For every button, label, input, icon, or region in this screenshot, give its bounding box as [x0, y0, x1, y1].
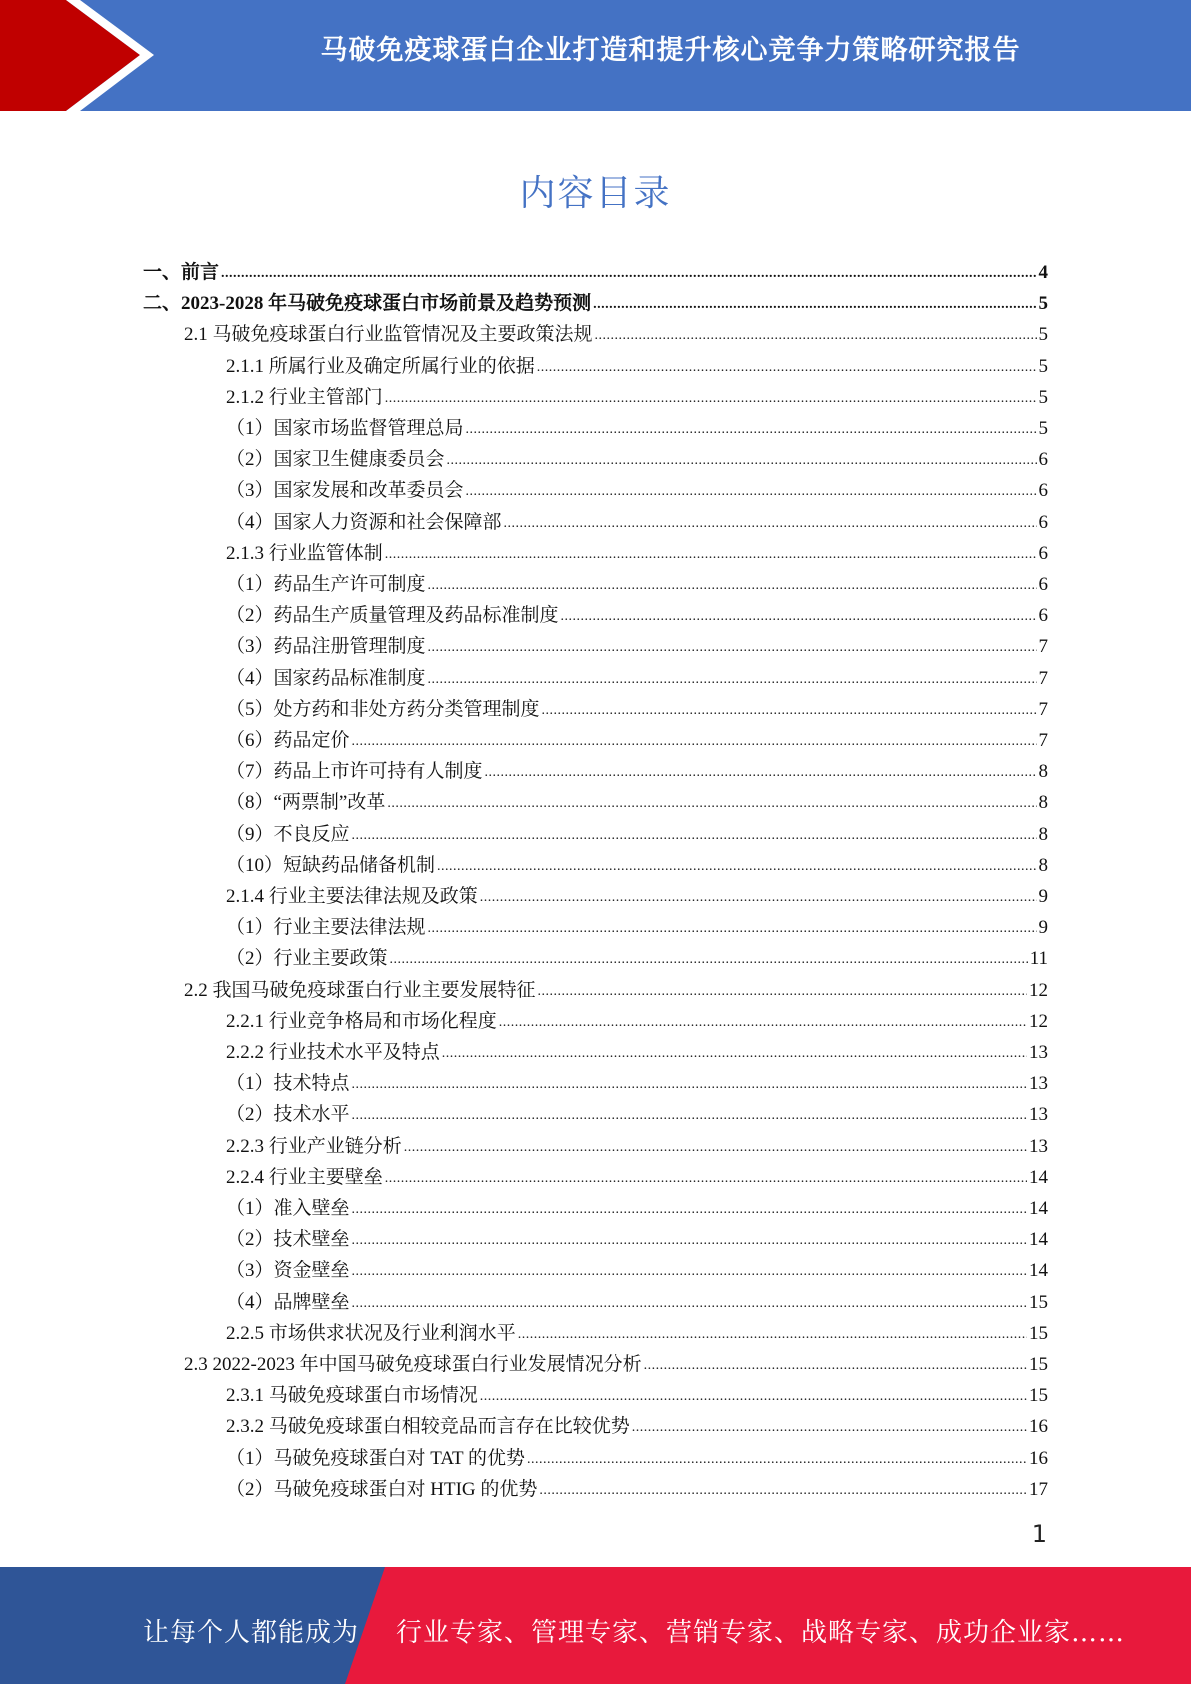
- toc-entry[interactable]: [226, 721, 1048, 752]
- toc-leader-dots: [537, 358, 1037, 378]
- toc-leader-dots: [428, 638, 1037, 658]
- page-footer: [0, 1567, 1191, 1684]
- toc-leader-dots: [499, 1013, 1027, 1033]
- toc-entry-label: 2.2 我国马破免疫球蛋白行业主要发展特征: [184, 979, 536, 1001]
- toc-entry-page: 5: [1038, 293, 1048, 315]
- toc-leader-dots: [428, 576, 1037, 596]
- toc-entry-page: 8: [1038, 823, 1048, 845]
- toc-entry-label: （2）技术水平: [226, 1104, 350, 1126]
- toc-entry[interactable]: [226, 1095, 1048, 1126]
- toc-entry-label: （1）准入壁垒: [226, 1198, 350, 1219]
- toc-entry-label: （5）处方药和非处方药分类管理制度: [226, 698, 540, 720]
- toc-leader-dots: [518, 1325, 1027, 1345]
- toc-entry-label: （1）行业主要法律法规: [226, 917, 426, 939]
- toc-entry-page: 17: [1029, 1478, 1048, 1500]
- toc-leader-dots: [437, 857, 1036, 877]
- toc-entry-page: 15: [1029, 1354, 1048, 1375]
- toc-leader-dots: [385, 1169, 1027, 1189]
- toc-leader-dots: [644, 1356, 1027, 1376]
- toc-leader-dots: [539, 1481, 1027, 1501]
- toc-entry[interactable]: [184, 315, 1048, 346]
- toc-entry[interactable]: [226, 534, 1048, 565]
- toc-entry[interactable]: [226, 596, 1048, 627]
- toc-leader-dots: [352, 1106, 1027, 1126]
- toc-entry-page: 5: [1038, 418, 1048, 439]
- header-title: 马破免疫球蛋白企业打造和提升核心竞争力策略研究报告: [320, 35, 1021, 66]
- toc-entry[interactable]: [226, 471, 1048, 502]
- toc-leader-dots: [527, 1450, 1027, 1470]
- toc-entry-page: 13: [1029, 1073, 1048, 1095]
- toc-leader-dots: [480, 888, 1037, 908]
- toc-leader-dots: [352, 1231, 1027, 1251]
- toc-entry[interactable]: [184, 1345, 1048, 1376]
- toc-entry-page: 16: [1029, 1416, 1048, 1438]
- toc-leader-dots: [504, 514, 1037, 534]
- toc-entry[interactable]: [226, 846, 1048, 877]
- toc-leader-dots: [352, 732, 1037, 752]
- toc-entry-label: 2.2.1 行业竞争格局和市场化程度: [226, 1010, 497, 1032]
- toc-entry-page: 7: [1038, 730, 1048, 751]
- toc-entry[interactable]: [226, 1064, 1048, 1095]
- toc-leader-dots: [352, 1262, 1027, 1282]
- toc-entry-label: （1）药品生产许可制度: [226, 574, 426, 595]
- toc-entry-page: 6: [1038, 480, 1048, 502]
- toc-entry-label: （10）短缺药品储备机制: [226, 854, 436, 876]
- toc-leader-dots: [352, 826, 1037, 846]
- toc-entry[interactable]: [226, 939, 1048, 970]
- toc-entry-page: 5: [1038, 386, 1048, 408]
- toc-entry[interactable]: [226, 1314, 1048, 1345]
- toc-leader-dots: [390, 950, 1028, 970]
- toc-entry[interactable]: [226, 877, 1048, 908]
- toc-entry-page: 13: [1029, 1104, 1048, 1126]
- toc-leader-dots: [480, 1387, 1027, 1407]
- toc-entry[interactable]: [226, 1470, 1048, 1501]
- toc-entry-page: 14: [1029, 1198, 1048, 1219]
- toc-entry[interactable]: [226, 1127, 1048, 1158]
- toc-entry-label: 2.1.3 行业监管体制: [226, 542, 383, 564]
- toc-entry[interactable]: [226, 1407, 1048, 1438]
- toc-entry-label: （9）不良反应: [226, 823, 350, 845]
- toc-entry[interactable]: [226, 1033, 1048, 1064]
- toc-entry[interactable]: [184, 971, 1048, 1002]
- toc-entry[interactable]: [226, 347, 1048, 378]
- toc-entry-page: 14: [1029, 1166, 1048, 1188]
- toc-entry-label: 2.1.1 所属行业及确定所属行业的依据: [226, 355, 535, 377]
- toc-entry[interactable]: [226, 1002, 1048, 1033]
- toc-entry[interactable]: [226, 1439, 1048, 1470]
- toc-entry-label: （2）马破免疫球蛋白对 HTIG 的优势: [226, 1478, 538, 1500]
- toc-entry-page: 5: [1038, 324, 1048, 346]
- toc-leader-dots: [221, 264, 1036, 284]
- toc-entry[interactable]: [226, 378, 1048, 409]
- toc-entry[interactable]: [226, 659, 1048, 690]
- toc-entry[interactable]: [143, 253, 1048, 284]
- toc-entry-label: 2.1 马破免疫球蛋白行业监管情况及主要政策法规: [184, 324, 593, 346]
- toc-entry-label: （1）马破免疫球蛋白对 TAT 的优势: [226, 1447, 525, 1469]
- toc-entry[interactable]: [226, 1189, 1048, 1220]
- toc-entry[interactable]: [143, 284, 1048, 315]
- toc-entry-page: 7: [1038, 636, 1048, 658]
- toc-entry[interactable]: [226, 1220, 1048, 1251]
- toc-entry-page: 8: [1038, 854, 1048, 876]
- toc-entry-page: 4: [1038, 262, 1048, 283]
- toc-entry-label: 2.1.2 行业主管部门: [226, 386, 383, 408]
- toc-leader-dots: [466, 482, 1037, 502]
- toc-entry-label: （4）品牌壁垒: [226, 1291, 350, 1313]
- toc-entry-label: 2.2.3 行业产业链分析: [226, 1135, 402, 1157]
- toc-entry-label: （1）国家市场监督管理总局: [226, 418, 464, 439]
- toc-entry-page: 6: [1038, 605, 1048, 627]
- toc-entry[interactable]: [226, 690, 1048, 721]
- toc-entry-label: 2.2.4 行业主要壁垒: [226, 1166, 383, 1188]
- toc-entry-page: 7: [1038, 698, 1048, 720]
- toc-leader-dots: [542, 701, 1037, 721]
- toc-entry-page: 5: [1038, 355, 1048, 377]
- footer-slogan-right: 行业专家、管理专家、营销专家、战略专家、成功企业家……: [396, 1618, 1126, 1648]
- toc-entry-page: 13: [1029, 1042, 1048, 1063]
- toc-entry-page: 14: [1029, 1229, 1048, 1251]
- toc-entry[interactable]: [226, 1158, 1048, 1189]
- toc-leader-dots: [385, 389, 1037, 409]
- toc-leader-dots: [447, 451, 1037, 471]
- toc-entry-label: 2.1.4 行业主要法律法规及政策: [226, 886, 478, 907]
- toc-leader-dots: [404, 1138, 1027, 1158]
- toc-leader-dots: [352, 1294, 1027, 1314]
- toc-entry-page: 15: [1029, 1291, 1048, 1313]
- toc-entry-label: 2.2.2 行业技术水平及特点: [226, 1042, 440, 1063]
- toc-entry-page: 8: [1038, 792, 1048, 814]
- toc-leader-dots: [593, 295, 1036, 315]
- toc-entry[interactable]: [226, 627, 1048, 658]
- toc-entry-label: （3）资金壁垒: [226, 1260, 350, 1282]
- toc-entry-page: 11: [1029, 948, 1048, 970]
- toc-entry-label: （8）“两票制”改革: [226, 792, 386, 814]
- page-number: 1: [1031, 1520, 1047, 1548]
- toc-entry-page: 7: [1038, 667, 1048, 689]
- toc-entry-label: （2）技术壁垒: [226, 1229, 350, 1251]
- footer-slogan-left: 让每个人都能成为: [143, 1618, 360, 1648]
- toc-entry[interactable]: [226, 440, 1048, 471]
- toc-leader-dots: [385, 545, 1037, 565]
- toc-entry-page: 15: [1029, 1322, 1048, 1344]
- toc-leader-dots: [485, 763, 1037, 783]
- toc-entry[interactable]: [226, 1376, 1048, 1407]
- toc-entry-label: 2.3.2 马破免疫球蛋白相较竞品而言存在比较优势: [226, 1416, 630, 1438]
- toc-leader-dots: [352, 1075, 1027, 1095]
- toc-leader-dots: [466, 420, 1037, 440]
- toc-entry-page: 15: [1029, 1385, 1048, 1407]
- toc-entry[interactable]: [226, 409, 1048, 440]
- toc-entry-page: 6: [1038, 542, 1048, 564]
- toc-entry[interactable]: [226, 503, 1048, 534]
- toc-leader-dots: [442, 1044, 1027, 1064]
- toc-entry[interactable]: [226, 1283, 1048, 1314]
- toc-entry-page: 12: [1029, 1010, 1048, 1032]
- toc-entry-label: 2.2.5 市场供求状况及行业利润水平: [226, 1322, 516, 1344]
- toc-entry[interactable]: [226, 752, 1048, 783]
- toc-entry-label: 2.3.1 马破免疫球蛋白市场情况: [226, 1385, 478, 1407]
- toc-entry-page: 6: [1038, 511, 1048, 533]
- toc-entry[interactable]: [226, 908, 1048, 939]
- toc-leader-dots: [428, 919, 1037, 939]
- toc-entry[interactable]: [226, 1251, 1048, 1282]
- toc-entry-page: 6: [1038, 449, 1048, 471]
- toc-entry-label: （1）技术特点: [226, 1073, 350, 1095]
- toc-entry-page: 9: [1038, 917, 1048, 939]
- page-header: [0, 0, 1191, 111]
- toc-entry-label: 二、2023-2028 年马破免疫球蛋白市场前景及趋势预测: [143, 293, 592, 315]
- toc-title: 内容目录: [519, 173, 672, 214]
- toc-leader-dots: [352, 1200, 1027, 1220]
- toc-entry-label: 一、前言: [143, 262, 220, 283]
- toc-entry-label: （2）行业主要政策: [226, 948, 388, 970]
- toc-entry-label: （4）国家人力资源和社会保障部: [226, 511, 502, 533]
- toc-leader-dots: [428, 670, 1037, 690]
- toc-leader-dots: [387, 794, 1036, 814]
- toc-entry-page: 12: [1029, 979, 1048, 1001]
- toc-entry-page: 16: [1029, 1447, 1048, 1469]
- toc-entry-label: （7）药品上市许可持有人制度: [226, 761, 483, 783]
- toc-leader-dots: [538, 982, 1027, 1002]
- toc-entry-label: （6）药品定价: [226, 730, 350, 751]
- toc-entry-label: （2）国家卫生健康委员会: [226, 449, 445, 471]
- toc-entry[interactable]: [226, 783, 1048, 814]
- toc-entry-page: 6: [1038, 574, 1048, 595]
- toc-entry-page: 9: [1038, 886, 1048, 907]
- toc-leader-dots: [561, 607, 1037, 627]
- toc-entry-label: （3）药品注册管理制度: [226, 636, 426, 658]
- toc-entry[interactable]: [226, 815, 1048, 846]
- toc-entry[interactable]: [226, 565, 1048, 596]
- toc-entry-label: （4）国家药品标准制度: [226, 667, 426, 689]
- toc-leader-dots: [632, 1418, 1027, 1438]
- toc-leader-dots: [595, 326, 1037, 346]
- toc-entry-label: （3）国家发展和改革委员会: [226, 480, 464, 502]
- toc-entry-page: 8: [1038, 761, 1048, 783]
- toc-entry-label: 2.3 2022-2023 年中国马破免疫球蛋白行业发展情况分析: [184, 1354, 642, 1375]
- toc-entry-page: 13: [1029, 1135, 1048, 1157]
- toc-entry-page: 14: [1029, 1260, 1048, 1282]
- toc-entry-label: （2）药品生产质量管理及药品标准制度: [226, 605, 559, 627]
